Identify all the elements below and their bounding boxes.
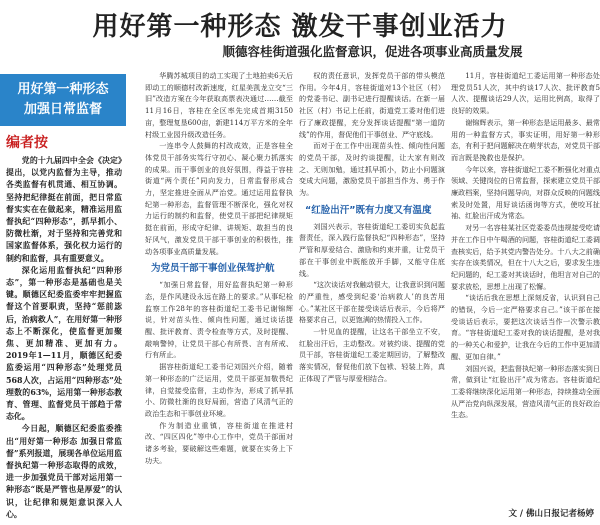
article-headline: 用好第一种形态 激发干事创业活力 — [92, 12, 508, 42]
body-paragraph: 刘国兴表示，容桂街道纪工委切实负起监督责任，深入践行监督执纪“四种形态”，坚持严管和厚爱结合、激励和约束并重，让党员干部在干事创业中既能放开手脚，又能守住底线。 — [299, 221, 445, 278]
column-2 — [299, 70, 445, 525]
editor-note-panel — [0, 74, 126, 525]
body-paragraph: 11月，容桂街道纪工委运用第一种形态处理党员51人次，其中约谈17人次、批评教育5人次、提醒谈话29人次，运用比例高，取得了良好的效果。 — [451, 71, 600, 116]
body-paragraph: 对另一名容桂某社区党委委员违规接受吃请并在工作日中午喝酒的问题，容桂街道纪工委调查核实后，给予其党内警告处分。十八大之前确实存在该类情况，但在十八大之后，要求发生违纪问题的，纪工委对其谈话时，他坦言对自己的要求放松，思想上出现了松懈。 — [451, 223, 600, 291]
section-heading: 为党员干部干事创业保驾护航 — [151, 263, 275, 275]
body-paragraph: 而对于在工作中出现苗头性、倾向性问题的党员干部，及时约谈提醒，让大家有则改之、无则加勉，通过抓早抓小，防止小问题演变成大问题，激励党员干部担当作为、勇于作为。 — [299, 141, 445, 198]
editor-note-body — [0, 152, 126, 519]
body-paragraph: 一针见血的提醒，让这名干部坐立不安，红脸出汗后，主动整改。对被约谈、提醒的党员干部，容桂街道纪工委定期回访，了解整改落实情况，督促他们放下包袱、轻装上阵，真正体现了严管与厚爱相结合。 — [299, 327, 445, 383]
body-paragraph: 权的责任意识，发挥党员干部的带头模范作用。今年4月，容桂街道对13个社区（村）的党委书记、副书记进行提醒谈话。在新一届社区（村）书记上任前，街道党工委对他们进行了廉政提醒，充分发挥谈话提醒“第一道防线”的作用，督促他们干事创业、严守底线。 — [299, 71, 445, 139]
column-3 — [451, 70, 600, 510]
editor-label: 编者按 — [6, 135, 48, 151]
article-body — [145, 70, 600, 525]
banner-line-2: 加强日常监督 — [23, 102, 102, 117]
body-paragraph: 谢锦辉表示，第一种形态是运用最多、最常用的一种监督方式，事实证明，用好第一种形态，有利于把问题解决在萌芽状态，对党员干部而言既是挽救也是保护。 — [451, 117, 600, 162]
section-heading: “红脸出汗”既有力度又有温度 — [305, 204, 432, 216]
editor-paragraph: 党的十九届四中全会《决定》提出，以党内监督为主导，推动各类监督有机贯通、相互协调。坚持把纪律挺在前面，把日常监督实实在在做起来，精准运用监督执纪“四种形态”，抓早抓小、防微杜渐，对于坚持和完善党和国家监督体系，强化权力运行的制约和监督，具有重要意义。 — [6, 156, 122, 263]
editor-paragraph: 今日起，顺德区纪委监委推出“用好第一种形态 加强日常监督”系列报道，展现各单位运用监督执纪第一种形态取得的成效，进一步加强党员干部对运用第一种形态“既是严管也是厚爱”的认识，让纪律和规矩意识深入人心。 — [6, 424, 122, 519]
body-paragraph: 刘国兴说，把监督执纪第一种形态落实到日常，做到让“红脸出汗”成为常态。容桂街道纪工委将继续深化运用第一种形态，持续推动全面从严治党向纵深发展，营造风清气正的良好政治生态。 — [451, 363, 600, 420]
banner-line-1: 用好第一种形态 — [17, 82, 109, 97]
article-subheadline: 顺德容桂街道强化监督意识，促进各项事业高质量发展 — [222, 44, 523, 59]
body-paragraph: “加强日常监督，用好监督执纪第一种形态，是作风建设永远在路上的要求。”从事纪检监察工作28年的容桂街道纪工委书记谢锦辉说，针对苗头性、倾向性问题，通过谈话提醒、批评教育、责令检查等方式，及时提醒、敲响警钟，让党员干部心有所畏、言有所戒、行有所止。 — [145, 280, 293, 360]
body-paragraph: 作为制造业重镇，容桂街道在推进村改、“四区四化”等中心工作中，党员干部面对诸多考验，要破解这些难题，就要在实务上下功夫。 — [145, 420, 293, 465]
body-paragraph: 一连串令人鼓舞的村改成效，正是容桂全体党员干部务实笃行守初心、凝心聚力抓落实的成果。而干事创业的良好氛围，得益于容桂街道“两个责任”同向发力，日常监督形成合力，坚定推进全面从严治党。通过运用监督执纪第一种形态，监督管理不断深化，强化对权力运行的制约和监督，使党员干部把纪律规矩挺在前面，形成守纪律、讲规矩、敢担当的良好风气，激发党员干部干事创业的积极性，推动各项事业高质量发展。 — [145, 141, 293, 256]
body-paragraph: “这次谈话对我触动很大，让我意识到问题的严重性，感受到纪委‘治病救人’的良苦用心。”某社区干部在接受谈话后表示，今后将严格要求自己，以更饱满的热情投入工作。 — [299, 280, 445, 325]
body-paragraph: “谈话后我在思想上深刻反省，认识到自己的错误，今后一定严格要求自己。”该干部在接受谈话后表示，要把这次谈话当作一次警示教育。“容桂街道纪工委对我的谈话提醒，是对我的一种关心和爱护，让我在今后的工作中更加清醒、更加自律。” — [451, 293, 600, 361]
body-paragraph: 今年以来，容桂街道纪工委不断强化对重点领域、关键岗位的日常监督，探索建立党员干部廉政档案，坚持问题导向，对群众反映的问题线索及时处置，用好谈话函询等方式，使咬耳扯袖、红脸出汗成为常态。 — [451, 164, 600, 221]
series-banner — [0, 74, 126, 126]
body-paragraph: 据容桂街道纪工委书记刘国兴介绍，随着第一种形态的广泛运用，党员干部更加敬畏纪律，自觉接受监督，主动作为，形成了抓早抓小、防微杜渐的良好局面，营造了风清气正的政治生态和干事创业环境。 — [145, 362, 293, 418]
body-paragraph: 华腾苏城项目的动工实现了土地拍卖6天后即动工的顺德村改新速度，红星美凯龙立交“三旧”改造方案在今年获取高票表决通过……截至11月16日，容桂在全区率先完成首期3150亩，整理复垦600亩，新建114万平方米的全年村级工业园升级改造任务。 — [145, 71, 293, 139]
editor-paragraph: 深化运用监督执纪“四种形态”，第一种形态是基础也是关键。顺德区纪委监委牢牢把握监督这个首要职责，坚持“惩前毖后，治病救人”，在用好第一种形态上不断深化，使监督更加聚焦、更加精准、更加有力。2019年1—11月，顺德区纪委监委运用“四种形态”处理党员568人次，占运用“四种形态”处理数的63%，运用第一种形态教育、管理、监督党员干部趋于常态化。 — [6, 265, 122, 422]
byline: 文 / 佛山日报记者杨婷 — [508, 509, 594, 519]
column-1 — [145, 70, 293, 525]
